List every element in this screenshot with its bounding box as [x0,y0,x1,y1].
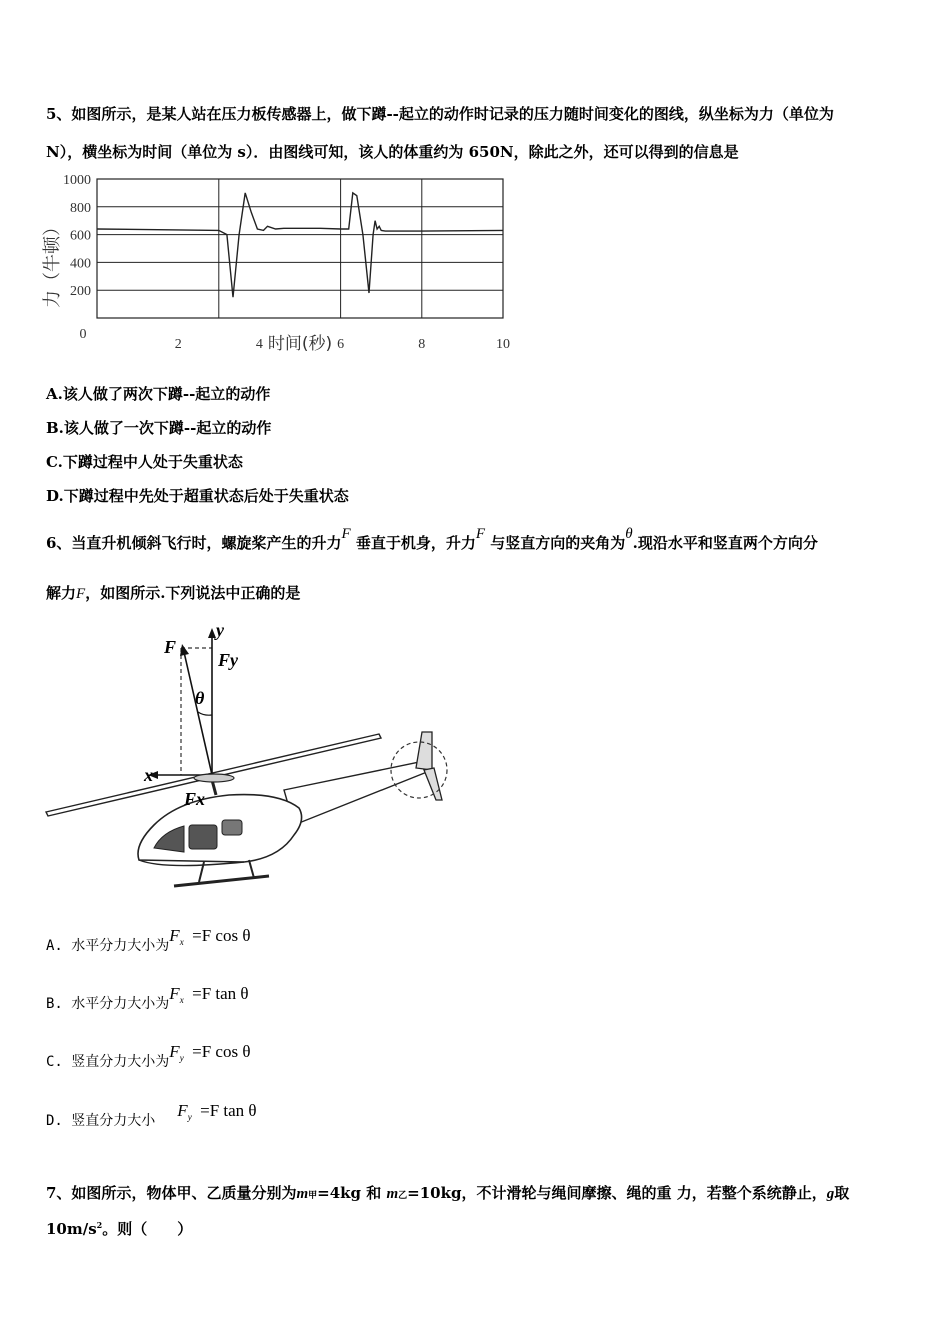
force-time-chart [40,170,560,360]
q6-symbol-theta: θ [625,526,633,542]
label-Fy: Fy [218,650,238,670]
q6-option-b-text: B. 水平分力大小为 [46,996,170,1012]
y-tick-label: 600 [70,228,91,244]
q7-symbol-m2-sub: 乙 [398,1191,408,1201]
q6-option-b-symbol: F [169,984,180,1003]
q6-symbol-F2: F [475,526,486,542]
force-series-line [97,193,503,297]
q6-option-d-formula: =F tan θ [200,1101,257,1120]
x-tick-label: 2 [174,337,182,352]
q6-text-1b: 垂直于机身，升力 [355,534,476,552]
y-axis-label: 力（牛顿） [42,218,63,308]
q6-option-d [46,1101,257,1130]
x-tick-label: 0 [79,327,87,342]
q6-text-2b: ，如图所示.下列说法中正确的是 [85,584,301,602]
q6-option-a-sub: x [179,937,184,947]
label-theta: θ [195,688,205,708]
q5-option-c: C.下蹲过程中人处于失重状态 [46,453,243,471]
x-tick-label: 8 [418,337,426,352]
q6-option-c [46,1042,251,1071]
q7-text-1a: 7、如图所示，物体甲、乙质量分别为 [46,1184,297,1202]
q7-text-2a: 10m/s [46,1220,97,1238]
x-tick-label: 4 [255,337,263,352]
q7-stem-line1 [46,1182,849,1203]
helicopter-figure [44,620,464,890]
q6-option-c-text: C. 竖直分力大小为 [46,1054,170,1070]
q6-stem-line2 [46,582,300,603]
q6-text-2a: 解力 [46,584,77,602]
q6-option-a-text: A. 水平分力大小为 [46,938,170,954]
q6-text-1a: 6、当直升机倾斜飞行时，螺旋桨产生的升力 [46,534,342,552]
q5-option-b: B.该人做了一次下蹲--起立的动作 [46,419,272,437]
q6-text-1d: .现沿水平和竖直两个方向分 [632,534,818,552]
q6-option-a-symbol: F [169,926,180,945]
q7-text-g-tail: 取 [834,1184,850,1202]
q7-symbol-m1-sub: 甲 [308,1191,318,1201]
q6-option-b [46,984,249,1013]
q6-symbol-F1: F [341,526,351,542]
q5-option-a: A.该人做了两次下蹲--起立的动作 [46,385,271,403]
q6-text-1c: 与竖直方向的夹角为 [490,534,626,552]
q6-option-c-symbol: F [169,1042,180,1061]
q7-m2-value: =10kg，不计滑轮与绳间摩擦、绳的重 力，若整个系统静止， [407,1184,827,1202]
label-y: y [216,620,224,640]
q7-symbol-m2: m [386,1186,399,1202]
q7-text-2b: 。则（ ） [102,1220,193,1238]
x-axis-label: 时间(秒) [267,334,333,354]
q6-option-d-symbol: F [177,1101,188,1120]
y-tick-label: 200 [70,284,91,300]
plot-frame [97,179,503,318]
q6-option-c-sub: y [179,1053,184,1063]
q6-option-c-formula: =F cos θ [192,1042,251,1061]
q6-option-d-text: D. 竖直分力大小 [46,1113,156,1129]
q6-symbol-F3: F [76,586,86,602]
q6-option-b-sub: x [179,995,184,1005]
q7-symbol-m1: m [296,1186,309,1202]
q7-stem-line2 [46,1218,192,1239]
q7-sup: 2 [96,1220,103,1230]
q5-stem-line2: N），横坐标为时间（单位为 s）．由图线可知，该人的体重约为 650N，除此之外，还可以得到的信息是 [46,143,739,161]
x-tick-label: 10 [496,337,510,352]
q6-option-b-formula: =F tan θ [192,984,249,1003]
y-tick-label: 1000 [63,173,91,188]
x-tick-label: 6 [337,337,345,352]
y-tick-label: 400 [70,256,91,272]
label-Fx: Fx [184,789,206,809]
q6-option-d-sub: y [187,1112,192,1122]
label-F: F [164,637,177,657]
y-tick-label: 800 [70,200,91,216]
q7-symbol-g: g [826,1186,835,1202]
q6-option-a-formula: =F cos θ [192,926,251,945]
q6-stem-line1 [46,526,818,553]
q7-m1-value: =4kg 和 [317,1184,382,1202]
q6-option-a [46,926,251,955]
label-x: x [144,765,153,785]
q5-option-d: D.下蹲过程中先处于超重状态后处于失重状态 [46,487,349,505]
q5-stem-line1: 5、如图所示，是某人站在压力板传感器上，做下蹲--起立的动作时记录的压力随时间变化的图线，纵坐标为力（单位为 [46,105,834,123]
